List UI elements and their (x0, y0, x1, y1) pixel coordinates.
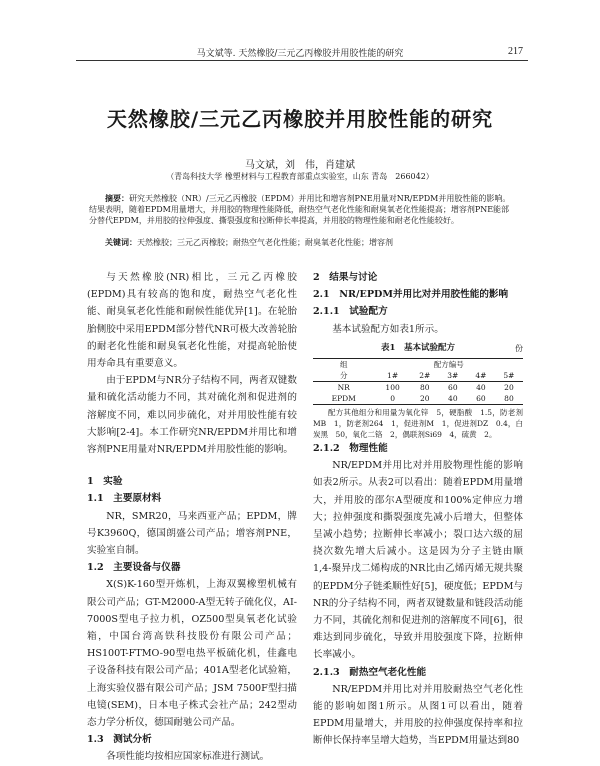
right-column (313, 269, 523, 750)
column-header: 4# (475, 371, 487, 381)
table-cell: 100 (374, 382, 410, 394)
subsection-heading: 1.1 主要原材料 (87, 493, 162, 505)
running-header (0, 0, 600, 62)
affiliation: （青岛科技大学 橡塑材料与工程教育部重点实验室，山东 青岛 266042） (166, 172, 434, 181)
page-number: 217 (508, 46, 523, 57)
table-cell: 20 (411, 393, 439, 405)
table-cell: 40 (439, 393, 467, 405)
row-header: 分 (339, 371, 348, 381)
section-heading: 2 结果与讨论 (313, 272, 378, 283)
formula-paragraph: 基本试验配方如表1所示。 (332, 323, 444, 335)
table-cell: 60 (467, 393, 495, 405)
column-header: 1# (387, 371, 399, 381)
subsubsection-heading: 2.1.1 试验配方 (313, 306, 388, 318)
abstract-label: 摘要： (105, 193, 129, 203)
row-label: EPDM (313, 393, 374, 405)
table-row (313, 382, 523, 394)
column-header: 3# (447, 371, 459, 381)
column-header: 2# (419, 371, 431, 381)
abstract (89, 193, 513, 226)
table-caption: 表1 基本试验配方 (381, 342, 455, 353)
subsubsection-heading: 2.1.2 物理性能 (313, 443, 388, 455)
keywords (89, 237, 513, 248)
materials-paragraph: NR，SMR20，马来西亚产品；EPDM，牌号K3960Q，德国朗盛公司产品；增容剂PNE，实验室自制。 (87, 510, 297, 557)
table-cell: 60 (439, 382, 467, 394)
row-header: 组 (313, 359, 374, 371)
table-cell: 80 (495, 393, 523, 405)
table-unit: 份 (515, 343, 523, 353)
intro-paragraph-2: 由于EPDM与NR分子结构不同，两者双键数量和硫化活动能力不同，其对硫化剂和促进剂的溶解度不同，难以同步硫化，对并用胶性能有较大影响[2-4]。本工作研究NR/EPDM并用比和增容剂PNE用量对NR/EPDM并用胶性能的影响。 (87, 375, 297, 456)
table-row (313, 393, 523, 405)
table-cell: 80 (411, 382, 439, 394)
left-column (87, 269, 297, 766)
table-cell: 20 (495, 382, 523, 394)
physical-properties-paragraph: NR/EPDM并用比对并用胶物理性能的影响如表2所示。从表2可以看出：随着EPDM用量增大，并用胶的邵尔A型硬度和100%定伸应力增大；拉伸强度和撕裂强度先减小后增大，但整体呈减小趋势；拉断伸长率减小；裂口达六级的屈挠次数先增大后减小。这是因为分子主链由顺1,4-聚异戊二烯构成的NR比由乙烯丙烯无规共聚的EPDM分子链柔顺性好[5]，硬度低；EPDM与NR的分子结构不同，两者双键数量和链段活动能力不同，其硫化剂和促进剂的溶解度不同[6]，很难达到同步硫化，导致并用胶强度下降，拉断伸长率减小。 (313, 460, 523, 661)
row-label: NR (313, 382, 374, 394)
formula-table-block (313, 340, 523, 440)
intro-paragraph-1: 与天然橡胶(NR)相比，三元乙丙橡胶(EPDM)具有较高的饱和度，耐热空气老化性能、耐臭氧老化性能和耐候性能优异[1]。在轮胎胎侧胶中采用EPDM部分替代NR可极大改善轮胎的耐老化性能和耐臭氧老化性能，对提高轮胎使用寿命具有重要意义。 (87, 272, 297, 370)
abstract-text: 研究天然橡胶（NR）/三元乙丙橡胶（EPDM）并用比和增容剂PNE用量对NR/EPDM并用胶性能的影响。结果表明，随着EPDM用量增大，并用胶的物理性能降低，耐热空气老化性能和耐臭氧老化性能提高；增容剂PNE能部分替代EPDM，并用胶的拉伸强度、撕裂强度和拉断伸长率提高，并用胶的物理性能和耐老化性能较好。 (89, 194, 511, 225)
section-heading: 1 实验 (87, 476, 123, 488)
column-header: 5# (503, 371, 515, 381)
column-group-header: 配方编号 (374, 359, 523, 371)
subsection-heading: 2.1 NR/EPDM并用比对并用胶性能的影响 (313, 289, 509, 301)
subsection-heading: 1.2 主要设备与仪器 (87, 562, 181, 574)
subsection-heading: 1.3 测试分析 (87, 734, 152, 746)
equipment-paragraph: X(S)K-160型开炼机，上海双翼橡塑机械有限公司产品；GT-M2000-A型无转子硫化仪，AI-7000S型电子拉力机，OZ500型臭氧老化试验箱，中国台湾高铁科技股份有限公司产品；HS100T-FTMO-90型电热平板硫化机，佳鑫电子设备科技有限公司产品；401A型老化试验箱，上海实验仪器有限公司产品；JSM 7500F型扫描电镜(SEM)，日本电子株式会社产品；242型动态力学分析仪，德国耐驰公司产品。 (87, 579, 297, 729)
header-rule (76, 60, 528, 61)
subsubsection-heading: 2.1.3 耐热空气老化性能 (313, 666, 427, 678)
formula-table (313, 358, 523, 405)
running-title: 马文斌等. 天然橡胶/三元乙丙橡胶并用胶性能的研究 (196, 49, 404, 59)
keywords-text: 天然橡胶；三元乙丙橡胶；耐热空气老化性能；耐臭氧老化性能；增容剂 (137, 238, 393, 247)
aging-paragraph: NR/EPDM并用比对并用胶耐热空气老化性能的影响如图1所示。从图1可以看出，随着EPDM用量增大，并用胶的拉伸强度保持率和拉断伸长保持率呈增大趋势，当EPDM用量达到80 (313, 683, 523, 747)
paper-title: 天然橡胶/三元乙丙橡胶并用胶性能的研究 (106, 107, 494, 131)
table-note: 配方其他组分和用量为氧化锌 5，硬脂酸 1.5，防老剂MB 1，防老剂264 1，促进剂M 1，促进剂DZ 0.4，白炭黑 50，氧化二铬 2，偶联剂Si69 4，硫黄 2。 (313, 408, 523, 440)
authors: 马文斌，刘 伟，肖建斌 (245, 160, 355, 171)
table-cell: 0 (374, 393, 410, 405)
testing-paragraph: 各项性能均按相应国家标准进行测试。 (106, 751, 270, 763)
table-cell: 40 (467, 382, 495, 394)
keywords-label: 关键词： (105, 237, 137, 247)
